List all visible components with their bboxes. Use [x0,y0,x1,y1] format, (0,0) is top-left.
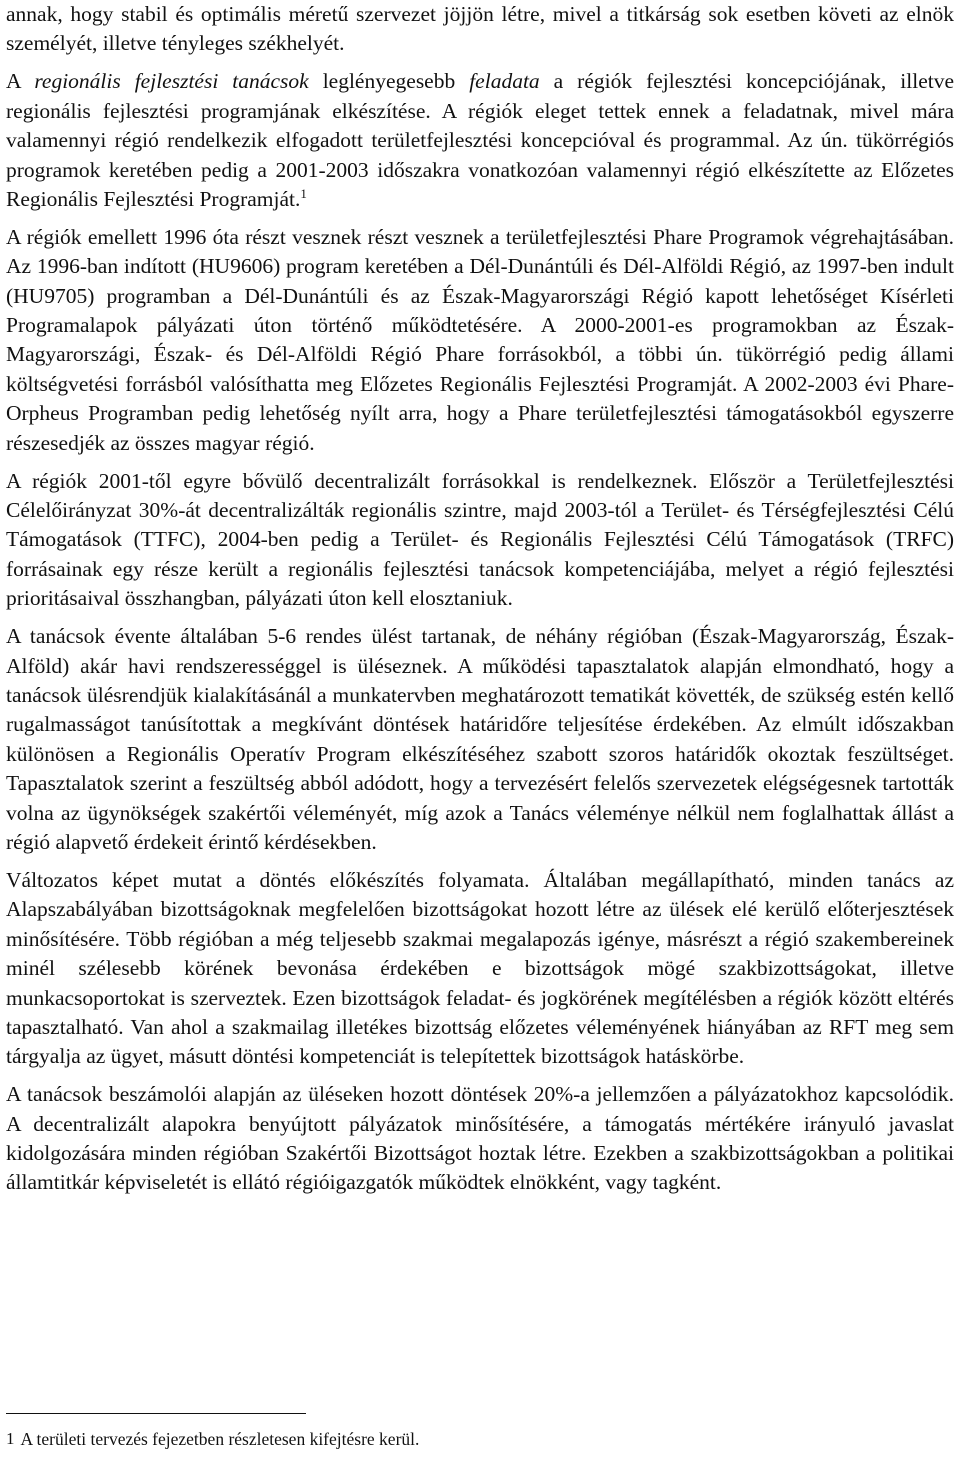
paragraph-phare: A régiók emellett 1996 óta részt vesznek részt vesznek a területfejlesztési Phare Programok végrehajtásában. Az 1996-ban indított (HU9606) program keretében a Dél-Dunántúli és Dél-Alföldi Régió, az 1997-ben indult (HU9705) programban a Dél-Dunántúli és az Észak-Magyarországi Régió kapott lehetőséget Kísérleti Programalapok pályázati úton történő működtetésére. A 2000-2001-es programokban az Észak-Magyarországi, Észak- és Dél-Alföldi Régió Phare forrásokból, a többi ún. tükörrégió pedig állami költségvetési forrásból valósíthatta meg Előzetes Regionális Fejlesztési Programját. A 2002-2003 évi Phare-Orpheus Programban pedig lehetőség nyílt arra, hogy a Phare területfejlesztési támogatásokból egyszerre részesedjék az összes magyar régió. [6,224,954,455]
paragraph-continuation: annak, hogy stabil és optimális méretű szervezet jöjjön létre, mivel a titkárság sok esetben követi az elnök személyét, illetve tényleges székhelyét. [6,2,954,56]
term-task: feladata [469,69,540,94]
term-regional-councils: regionális fejlesztési tanácsok [34,69,309,94]
paragraph-decentralized-funds: A régiók 2001-től egyre bővülő decentralizált forrásokkal is rendelkeznek. Először a Területfejlesztési Célelőirányzat 30%-át decentralizálták regionális szintre, majd 2003-tól a Terület- és Térségfejlesztési Célú Támogatások (TTFC), 2004-ben pedig a Terület- és Regionális Fejlesztési Célú Támogatások (TRFC) forrásainak egy része került a regionális fejlesztési tanácsok kompetenciájába, melyet a régió fejlesztési prioritásaival összhangban, pályázati úton kell elosztaniuk. [6,468,954,611]
paragraph-reports: A tanácsok beszámolói alapján az üléseken hozott döntések 20%-a jellemzően a pályázatokhoz kapcsolódik. A decentralizált alapokra benyújtott pályázatok minősítésére, a támogatás mértékére irányuló javaslat kidolgozására minden régióban Szakértői Bizottságot hoztak létre. Ezekben a szakbizottságokban a politikai államtitkár képviseletét is ellátó régióigazgatók működtek elnökként, vagy tagként. [6,1082,954,1195]
document-page [6,0,954,1198]
footnote-mark: 1 [6,1429,15,1448]
paragraph-tasks [6,67,954,214]
footnote-reference[interactable]: 1 [300,185,307,201]
footnote [6,1428,954,1450]
paragraph-tasks-body: a régiók fejlesztési koncepciójának, illetve regionális fejlesztési programjának elkészítése. A régiók eleget tettek ennek a feladatnak, mivel mára valamennyi régió rendelkezik elfogadott területfejlesztési koncepcióval és programmal. Az ún. tükörrégiós programok keretében pedig a 2001-2003 időszakra vonatkozóan valamennyi régió elkészítette az Előzetes Regionális Fejlesztési Programját. [6,69,955,211]
footnote-text: A területi tervezés fejezetben részletesen kifejtésre kerül. [20,1429,420,1449]
paragraph-meetings: A tanácsok évente általában 5-6 rendes ülést tartanak, de néhány régióban (Észak-Magyarország, Észak-Alföld) akár havi rendszerességgel is üléseznek. A működési tapasztalatok alapján elmondható, hogy a tanácsok ülésrendjük kialakításánál a munkatervben meghatározott tematikát követték, de szükség estén kellő rugalmasságot tanúsítottak a megkívánt döntések határidőre teljesítése érdekében. Az elmúlt időszakban különösen a Regionális Operatív Program elkészítéséhez szabott szoros határidők okoztak feszültséget. Tapasztalatok szerint a feszültség abból adódott, hogy a tervezésért felelős szervezetek elégségesnek tartották volna az ügynökségek szakértői véleményét, míg azok a Tanács véleménye nélkül nem foglalhattak állást a régió alapvető érdekeit érintő kérdésekben. [6,624,954,854]
paragraph-tasks-lead: A [6,69,35,94]
paragraph-decision-preparation: Változatos képet mutat a döntés előkészítés folyamata. Általában megállapítható, minden tanács az Alapszabályában bizottságoknak megfelelően bizottságokat hozott létre az ülések elé kerülő előterjesztések minősítésére. Több régióban a még teljesebb szakmai megalapozás igénye, másrészt a régió szakembereinek minél szélesebb körének bevonása érdekében e bizottságok mögé szakbizottságokat, illetve munkacsoportokat is szerveztek. Ezen bizottságok feladat- és jogkörének megítélésben a régiók között eltérés tapasztalható. Van ahol a szakmailag illetékes bizottság előzetes véleményének hiányában az RFT meg sem tárgyalja az ügyet, másutt döntési kompetenciát is telepítettek bizottságok hatáskörbe. [6,867,954,1069]
footnote-separator [6,1413,306,1414]
paragraph-tasks-mid: leglényegesebb [308,69,470,94]
